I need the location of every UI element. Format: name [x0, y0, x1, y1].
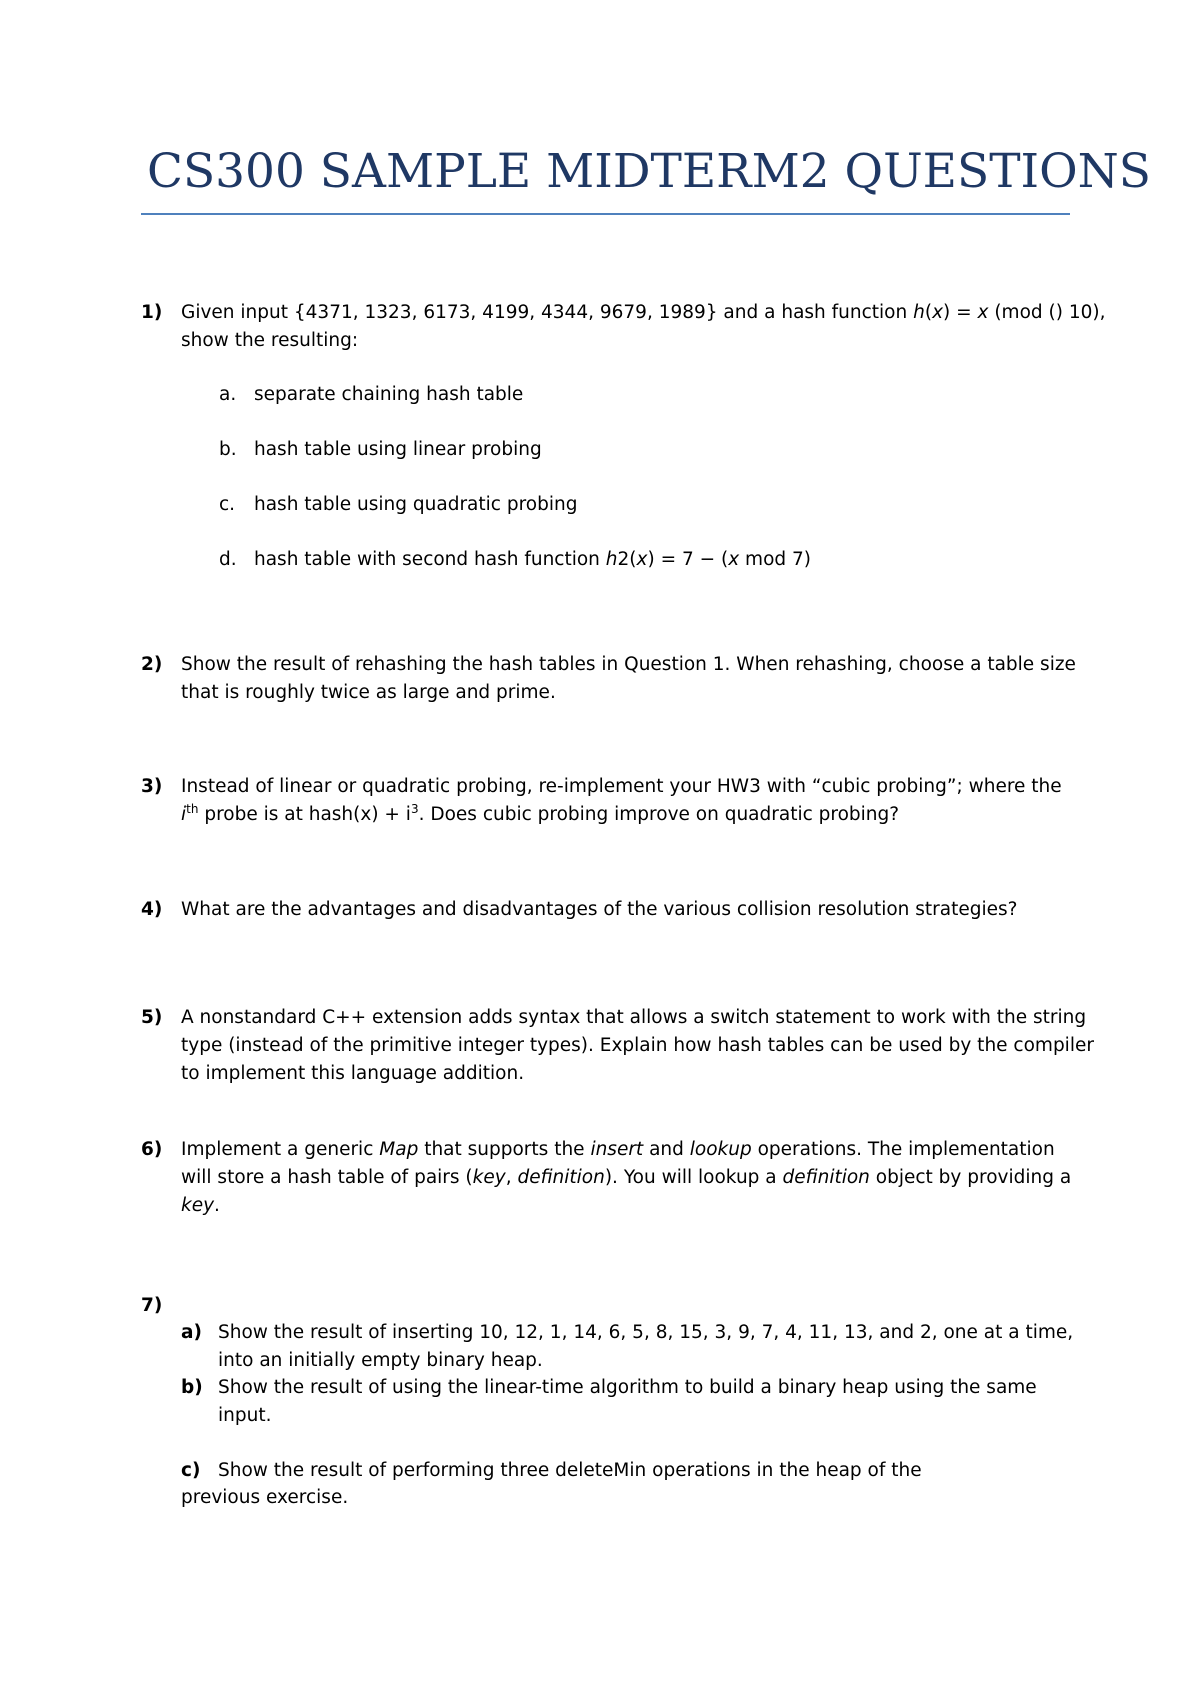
question-3-text [181, 773, 1081, 829]
question-2-text [181, 651, 1081, 707]
question-7b-letter: b) [181, 1377, 203, 1398]
question-1-line-1: Given input {4371, 1323, 6173, 4199, 4344, 9679, 1989} and a hash function h(x) = x (mod () 10), [181, 302, 1106, 323]
question-5-line-2: type (instead of the primitive integer types). Explain how hash tables can be used by the compiler [181, 1035, 1094, 1056]
question-1-text [181, 299, 1106, 355]
question-7a-line-2: into an initially empty binary heap. [218, 1350, 543, 1371]
question-7c-line-1: Show the result of performing three deleteMin operations in the heap of the [218, 1460, 922, 1481]
question-5-text [181, 1004, 1094, 1088]
question-7a-text [218, 1319, 1118, 1375]
question-1d-letter: d. [219, 549, 237, 570]
question-6-text [181, 1136, 1081, 1220]
question-1d-text: hash table with second hash function h2(x) = 7 − (x mod 7) [254, 549, 812, 570]
question-5-number: 5) [141, 1007, 163, 1028]
question-7a-line-1: Show the result of inserting 10, 12, 1, 14, 6, 5, 8, 15, 3, 9, 7, 4, 11, 13, and 2, one at a time, [218, 1322, 1074, 1343]
question-3-line-2: $i^{th}$ probe is at hash(x) + $i^3$. Does cubic probing improve on quadratic probing? [181, 801, 900, 825]
question-2-line-1: Show the result of rehashing the hash tables in Question 1. When rehashing, choose a table size [181, 654, 1076, 675]
question-2-line-2: that is roughly twice as large and prime. [181, 682, 556, 703]
question-7c-line-2: previous exercise. [181, 1487, 349, 1508]
question-2-number: 2) [141, 654, 163, 675]
question-1c-text: hash table using quadratic probing [254, 494, 578, 515]
question-5-line-3: to implement this language addition. [181, 1063, 525, 1084]
question-4-text [181, 896, 1081, 924]
question-4-number: 4) [141, 899, 163, 920]
question-7-number: 7) [141, 1295, 163, 1316]
question-7b-line-1: Show the result of using the linear-time algorithm to build a binary heap using the same [218, 1377, 1037, 1398]
question-1c-letter: c. [219, 494, 236, 515]
question-1b-text: hash table using linear probing [254, 439, 542, 460]
question-5-line-1: A nonstandard C++ extension adds syntax that allows a switch statement to work with the string [181, 1007, 1087, 1028]
question-1-line-2: show the resulting: [181, 330, 359, 351]
question-6-line-2: will store a hash table of pairs (key, definition). You will lookup a definition object by providing a [181, 1167, 1072, 1188]
question-7b-text [218, 1374, 1118, 1430]
title-underline [141, 213, 1070, 215]
question-6-number: 6) [141, 1139, 163, 1160]
page-title: CS300 SAMPLE MIDTERM2 QUESTIONS [147, 144, 1151, 199]
question-1a-text: separate chaining hash table [254, 384, 524, 405]
question-1a-letter: a. [219, 384, 237, 405]
question-3-number: 3) [141, 776, 163, 797]
question-3-line-1: Instead of linear or quadratic probing, re-implement your HW3 with “cubic probing”; where the [181, 776, 1062, 797]
question-6-line-1: Implement a generic Map that supports the insert and lookup operations. The implementation [181, 1139, 1055, 1160]
question-7b-line-2: input. [218, 1405, 272, 1426]
question-6-line-3: key. [181, 1195, 220, 1216]
question-7a-letter: a) [181, 1322, 202, 1343]
question-1-number: 1) [141, 302, 163, 323]
question-4-line-1: What are the advantages and disadvantages of the various collision resolution strategies? [181, 899, 1018, 920]
question-1b-letter: b. [219, 439, 237, 460]
question-7c-letter: c) [181, 1460, 201, 1481]
